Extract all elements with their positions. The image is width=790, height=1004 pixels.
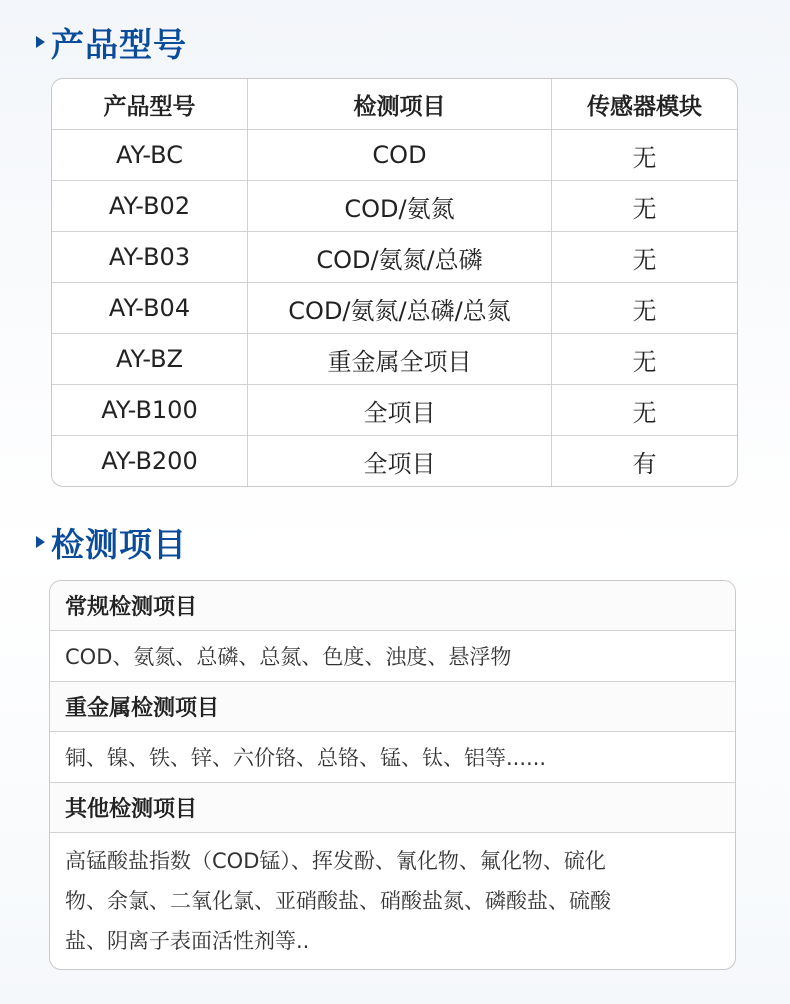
table-row <box>52 435 737 486</box>
cell-model: AY-B04 <box>108 294 191 322</box>
detection-items-box <box>49 580 736 970</box>
content-line: COD、氨氮、总磷、总氮、色度、浊度、悬浮物 <box>65 645 512 669</box>
cell-items: COD/氨氮/总磷/总氮 <box>247 283 551 333</box>
cell-model: AY-BZ <box>115 345 184 373</box>
header-sensor: 传感器模块 <box>551 79 737 129</box>
header-items: 检测项目 <box>247 79 551 129</box>
group-content-heavy-metal <box>50 731 735 782</box>
content-line: 物、余氯、二氧化氯、亚硝酸盐、硝酸盐氮、磷酸盐、硫酸 <box>65 889 611 913</box>
cell-model: AY-B100 <box>101 396 198 424</box>
cell-sensor: 无 <box>551 181 737 231</box>
table-row <box>52 282 737 333</box>
table-row <box>52 384 737 435</box>
table-row <box>52 231 737 282</box>
cell-items: COD/氨氮 <box>247 181 551 231</box>
header-model: 产品型号 <box>103 93 196 120</box>
table-row <box>52 333 737 384</box>
section-title-products <box>36 22 187 62</box>
section-title-text: 产品型号 <box>51 24 187 64</box>
content-line: 高锰酸盐指数（COD锰）、挥发酚、氰化物、氟化物、硫化 <box>65 849 606 873</box>
cell-items: COD <box>247 130 551 180</box>
table-row <box>52 180 737 231</box>
cell-sensor: 无 <box>551 283 737 333</box>
table-row <box>52 129 737 180</box>
cell-sensor: 无 <box>551 130 737 180</box>
content-line: 铜、镍、铁、锌、六价铬、总铬、锰、钛、铝等...... <box>65 746 547 770</box>
cell-sensor: 无 <box>551 385 737 435</box>
cell-model: AY-BC <box>116 141 183 169</box>
cell-sensor: 无 <box>551 334 737 384</box>
table-header-row <box>52 79 737 129</box>
group-heading-other: 其他检测项目 <box>50 782 735 832</box>
cell-items: 重金属全项目 <box>247 334 551 384</box>
cell-items: 全项目 <box>247 385 551 435</box>
cell-model: AY-B03 <box>108 243 191 271</box>
cell-sensor: 无 <box>551 232 737 282</box>
content-line: 盐、阴离子表面活性剂等.. <box>65 929 310 953</box>
section-title-items <box>36 522 187 562</box>
triangle-marker-icon <box>36 536 45 548</box>
section-title-text: 检测项目 <box>51 524 187 564</box>
cell-model: AY-B02 <box>108 192 191 220</box>
group-heading-heavy-metal: 重金属检测项目 <box>50 681 735 731</box>
cell-model: AY-B200 <box>101 447 198 475</box>
product-table <box>51 78 738 487</box>
cell-items: 全项目 <box>247 436 551 486</box>
cell-sensor: 有 <box>551 436 737 486</box>
group-content-other <box>50 832 735 969</box>
triangle-marker-icon <box>36 36 45 48</box>
cell-items: COD/氨氮/总磷 <box>247 232 551 282</box>
group-content-regular <box>50 630 735 681</box>
group-heading-regular: 常规检测项目 <box>50 581 735 630</box>
